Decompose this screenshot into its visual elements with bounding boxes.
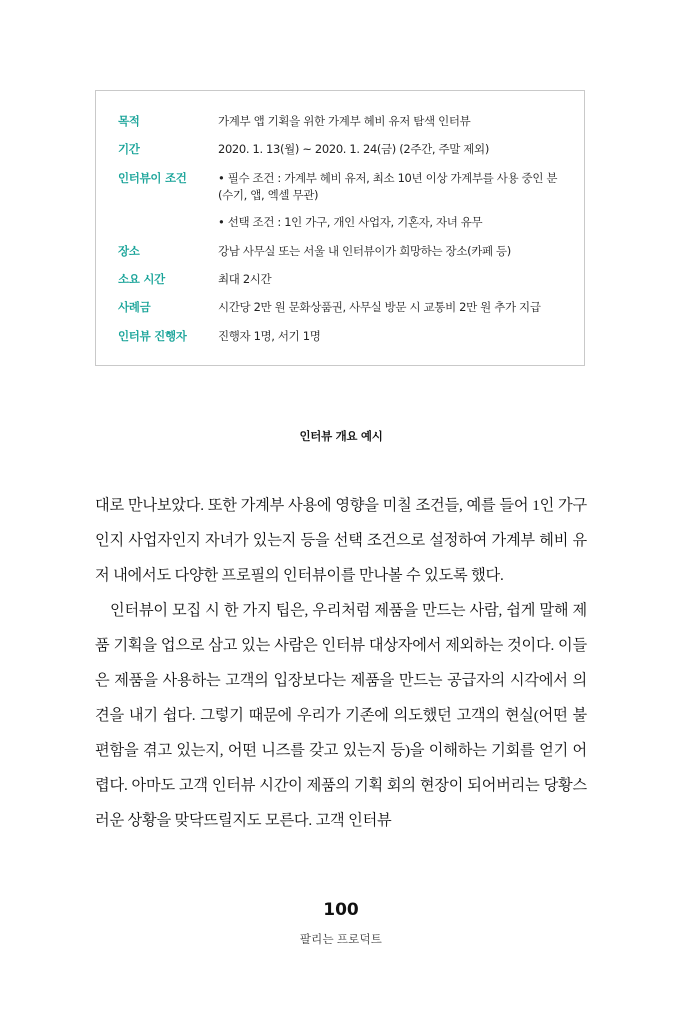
- paragraph-1: 대로 만나보았다. 또한 가계부 사용에 영향을 미칠 조건들, 예를 들어 1인 가구인지 사업자인지 자녀가 있는지 등을 선택 조건으로 설정하여 가계부 헤비 유저 내에서도 다양한 프로필의 인터뷰이를 만나볼 수 있도록 했다.: [95, 497, 587, 584]
- info-value-purpose: 가계부 앱 기획을 위한 가계부 헤비 유저 탐색 인터뷰: [218, 114, 471, 128]
- info-row-purpose: [118, 113, 560, 130]
- info-label-purpose: 목적: [118, 114, 140, 128]
- spacer: [218, 205, 560, 214]
- interview-overview-box: [95, 90, 585, 366]
- info-value-location: 강남 사무실 또는 서울 내 인터뷰이가 희망하는 장소(카페 등): [218, 243, 511, 258]
- info-label-period: 기간: [118, 142, 140, 157]
- info-value-incentive: 시간당 2만 원 문화상품권, 사무실 방문 시 교통비 2만 원 추가 지급: [218, 300, 541, 315]
- book-title-footer: 팔리는 프로덕트: [299, 934, 383, 946]
- info-value-period: 2020. 1. 13(월) ~ 2020. 1. 24(금) (2주간, 주말 제외): [218, 142, 489, 157]
- paragraph-2: 인터뷰이 모집 시 한 가지 팁은, 우리처럼 제품을 만드는 사람, 쉽게 말해 제품 기획을 업으로 삼고 있는 사람은 인터뷰 대상자에서 제외하는 것이다. 이들은 제품을 사용하는 고객의 입장보다는 제품을 만드는 공급자의 시각에서 의견을 내기 쉽다. 그렇기 때문에 우리가 기존에 의도했던 고객의 현실(어떤 불편함을 겪고 있는지, 어떤 니즈를 갖고 있는지 등)을 이해하는 기회를 얻기 어렵다. 아마도 고객 인터뷰 시간이 제품의 기획 회의 현장이 되어버리는 당황스러운 상황을 맞닥뜨릴지도 모른다. 고객 인터뷰: [95, 602, 587, 829]
- body-text: [95, 488, 587, 838]
- condition-optional: • 선택 조건 : 1인 가구, 개인 사업자, 기혼자, 자녀 유무: [218, 215, 483, 230]
- info-row-period: [118, 141, 560, 158]
- info-value-interviewee-conditions: [218, 170, 560, 232]
- page-number: 100: [323, 900, 359, 920]
- info-row-moderator: [118, 328, 560, 345]
- info-label-duration: 소요 시간: [118, 272, 165, 287]
- info-label-moderator: 인터뷰 진행자: [118, 328, 187, 343]
- info-value-duration: 최대 2시간: [218, 272, 272, 287]
- info-row-location: [118, 243, 560, 260]
- figure-caption: 인터뷰 개요 예시: [299, 429, 383, 443]
- info-value-moderator: 진행자 1명, 서기 1명: [218, 328, 321, 343]
- info-label-location: 장소: [118, 243, 140, 258]
- info-row-interviewee-conditions: [118, 170, 560, 232]
- info-label-incentive: 사례금: [118, 300, 151, 315]
- info-row-incentive: [118, 299, 560, 316]
- info-row-duration: [118, 271, 560, 288]
- info-label-interviewee-conditions: 인터뷰이 조건: [118, 170, 187, 185]
- condition-required: • 필수 조건 : 가계부 헤비 유저, 최소 10년 이상 가계부를 사용 중인 분(수기, 앱, 엑셀 무관): [218, 170, 558, 203]
